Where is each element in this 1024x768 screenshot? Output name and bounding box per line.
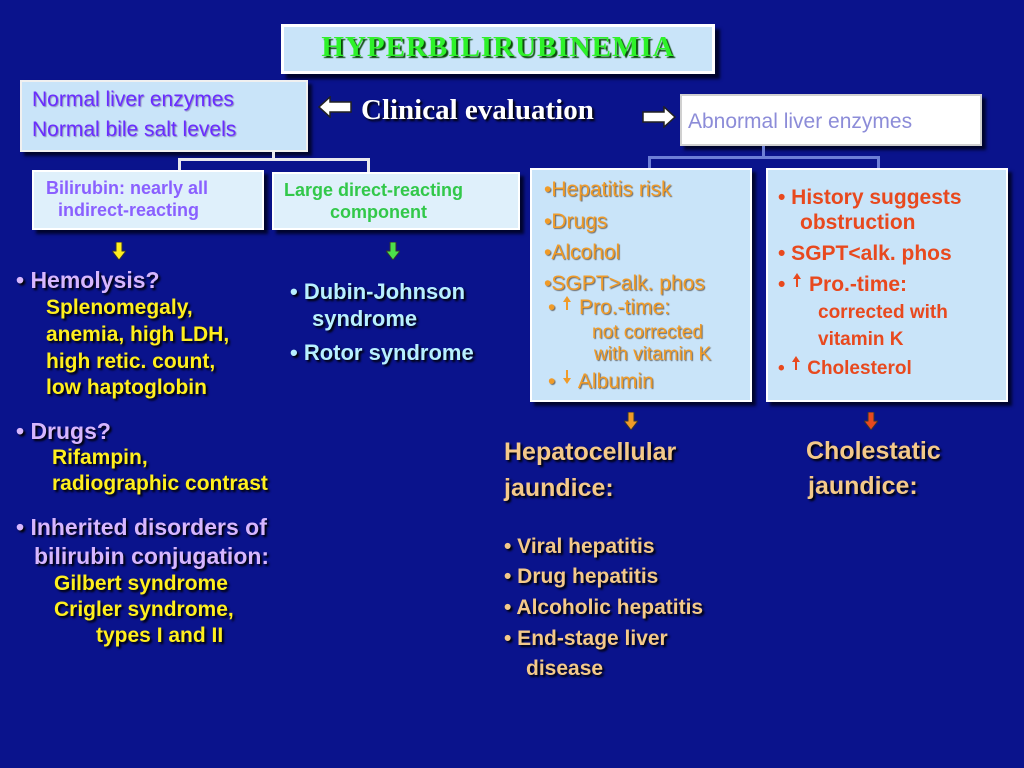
abnormal-enzymes-label: Abnormal liver enzymes bbox=[688, 110, 913, 133]
connector-left-bar bbox=[178, 158, 370, 161]
down-arrow-icon bbox=[864, 412, 878, 430]
hepatocellular-features-box bbox=[530, 168, 752, 402]
ch-protime-bullet: • bbox=[778, 273, 786, 296]
inherited-line-1: Crigler syndrome, bbox=[54, 598, 234, 621]
down-small-arrow-icon bbox=[563, 370, 571, 384]
page-title: HYPERBILIRUBINEMIA bbox=[321, 31, 675, 63]
ch-item1-line2: obstruction bbox=[800, 211, 916, 234]
hemolysis-line-1: anemia, high LDH, bbox=[46, 323, 230, 346]
inherited-line-2: types I and II bbox=[96, 624, 224, 647]
dubin-johnson-line2: syndrome bbox=[312, 306, 418, 331]
hc-protime-row bbox=[548, 296, 670, 320]
inherited-heading-1: • Inherited disorders of bbox=[16, 514, 267, 540]
connector-right-drop2 bbox=[877, 156, 880, 168]
ch-cholesterol-bullet: • bbox=[778, 358, 785, 379]
indirect-box bbox=[32, 170, 264, 230]
hc-albumin-label: Albumin bbox=[577, 370, 654, 393]
drugs-heading: • Drugs? bbox=[16, 418, 111, 444]
connector-left-drop2 bbox=[367, 158, 370, 172]
normal-enzymes-box bbox=[20, 80, 308, 152]
direct-box bbox=[272, 172, 520, 230]
down-arrow-icon bbox=[624, 412, 638, 430]
hepatocellular-jaundice-line2: jaundice: bbox=[504, 474, 614, 502]
ch-cholesterol-label: Cholesterol bbox=[807, 358, 912, 379]
hc-albumin-bullet: • bbox=[548, 370, 556, 393]
inherited-heading-2: bilirubin conjugation: bbox=[34, 543, 270, 569]
left-arrow-icon bbox=[318, 96, 352, 118]
up-small-arrow-icon bbox=[792, 356, 800, 370]
hc-item-1: •Drugs bbox=[544, 210, 608, 233]
up-small-arrow-icon bbox=[793, 273, 801, 287]
down-arrow-icon bbox=[112, 242, 126, 260]
ch-cholesterol-row bbox=[778, 356, 912, 380]
cholestatic-jaundice-line2: jaundice: bbox=[808, 472, 918, 500]
indirect-line1: Bilirubin: nearly all bbox=[46, 178, 209, 198]
hc-cause-1: • Drug hepatitis bbox=[504, 565, 659, 588]
hemolysis-line-3: low haptoglobin bbox=[46, 376, 207, 399]
hc-cause-2: • Alcoholic hepatitis bbox=[504, 596, 704, 619]
drugs-line-1: radiographic contrast bbox=[52, 472, 268, 495]
hc-item-0: •Hepatitis risk bbox=[544, 178, 672, 201]
dubin-johnson-line1: • Dubin-Johnson bbox=[290, 279, 466, 304]
hc-albumin-row bbox=[548, 370, 654, 394]
indirect-line2: indirect-reacting bbox=[58, 200, 200, 220]
hepatocellular-jaundice-line1: Hepatocellular bbox=[504, 438, 677, 466]
ch-item1-line1: • History suggests bbox=[778, 186, 962, 209]
hc-protime-bullet: • bbox=[548, 296, 556, 319]
down-arrow-icon bbox=[386, 242, 400, 260]
up-small-arrow-icon bbox=[563, 296, 571, 310]
connector-left-drop1 bbox=[178, 158, 181, 170]
ch-sgpt-label: • SGPT bbox=[778, 242, 849, 265]
ch-protime-sub1: corrected with bbox=[818, 302, 948, 323]
hemolysis-line-2: high retic. count, bbox=[46, 350, 216, 373]
hc-protime-sub1: not corrected bbox=[592, 322, 703, 343]
ch-protime-label: Pro.-time: bbox=[809, 273, 908, 296]
ch-alk-label: <alk. phos bbox=[848, 242, 952, 265]
inherited-line-0: Gilbert syndrome bbox=[54, 572, 228, 595]
hemolysis-line-0: Splenomegaly, bbox=[46, 296, 193, 319]
clinical-evaluation-label: Clinical evaluation bbox=[361, 94, 594, 126]
cholestatic-features-box bbox=[766, 168, 1008, 402]
connector-right-drop1 bbox=[648, 156, 651, 168]
ch-protime-row bbox=[778, 273, 907, 297]
hc-protime-label: Pro.-time: bbox=[579, 296, 671, 319]
drugs-line-0: Rifampin, bbox=[52, 446, 148, 469]
hc-protime-sub2: with vitamin K bbox=[594, 344, 712, 365]
cholestatic-jaundice-line1: Cholestatic bbox=[806, 437, 941, 465]
hc-cause-3: • End-stage liver bbox=[504, 627, 668, 650]
hc-item-2: •Alcohol bbox=[544, 241, 621, 264]
right-arrow-icon bbox=[642, 106, 676, 128]
ch-item2-row bbox=[778, 242, 952, 266]
hc-cause-0: • Viral hepatitis bbox=[504, 535, 655, 558]
normal-enzymes-line1: Normal liver enzymes bbox=[32, 88, 234, 111]
rotor-syndrome: • Rotor syndrome bbox=[290, 340, 474, 365]
direct-line2: component bbox=[330, 202, 427, 222]
abnormal-enzymes-box bbox=[680, 94, 982, 146]
connector-right-bar bbox=[648, 156, 880, 159]
hemolysis-heading: • Hemolysis? bbox=[16, 267, 160, 293]
hc-item-3: •SGPT>alk. phos bbox=[544, 272, 705, 295]
title-box bbox=[281, 24, 715, 74]
hc-cause-4: disease bbox=[526, 657, 604, 680]
normal-bile-line2: Normal bile salt levels bbox=[32, 118, 237, 141]
direct-line1: Large direct-reacting bbox=[284, 180, 464, 200]
ch-protime-sub2: vitamin K bbox=[818, 329, 904, 350]
